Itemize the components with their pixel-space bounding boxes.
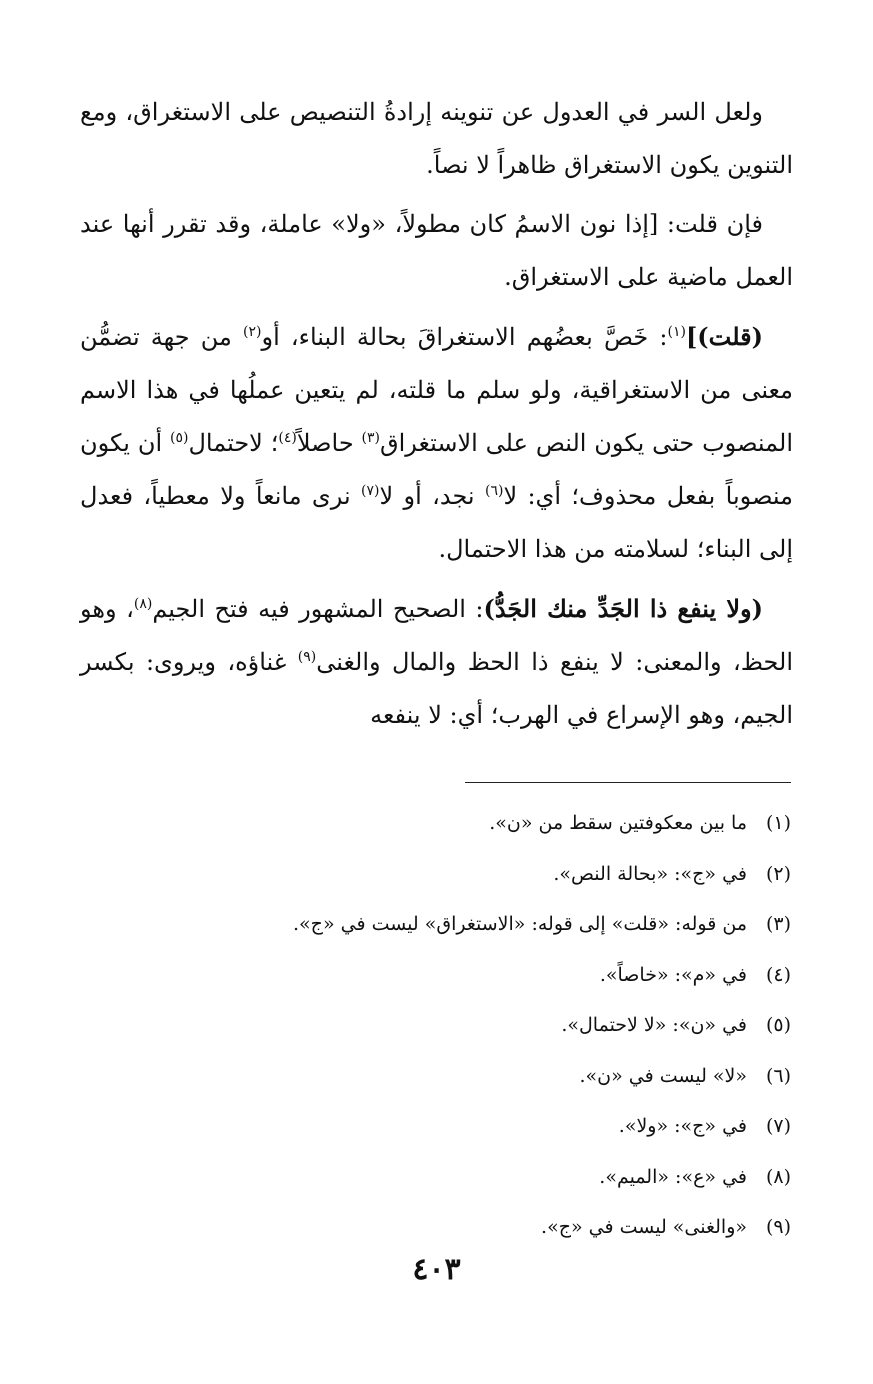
paragraph-1 <box>80 86 793 192</box>
main-text <box>80 86 793 748</box>
footnote-number: (٢) <box>765 862 791 885</box>
footnote-ref-6: (٦) <box>484 483 504 499</box>
paragraph-4-text-a: : الصحيح المشهور فيه فتح الجيم <box>152 595 484 623</box>
footnote-number: (٣) <box>765 913 791 935</box>
footnote-number: (٧) <box>765 1115 791 1137</box>
footnote-text: في «ن»: «لا لاحتمال». <box>561 1014 747 1036</box>
footnote-ref-8: (٨) <box>133 596 153 612</box>
paragraph-4-text-c: غناؤه، ويروى: بكسر الجيم، وهو الإسراع في الهرب؛ أي: لا ينفعه <box>80 648 793 729</box>
footnote-ref-4: (٤) <box>278 430 297 446</box>
paragraph-3-lead: (قلت)] <box>685 322 763 351</box>
paragraph-2 <box>80 198 793 304</box>
footnote-ref-3: (٣) <box>361 430 380 446</box>
paragraph-4 <box>80 582 793 742</box>
footnote-5 <box>80 1000 791 1051</box>
paragraph-1-text: ولعل السر في العدول عن تنوينه إرادةُ التنصيص على الاستغراق، ومع التنوين يكون الاستغراق ظاهراً لا نصاً. <box>80 98 793 179</box>
paragraph-3-text-f: نجد، أو لا <box>379 482 485 510</box>
footnote-ref-1: (١) <box>667 324 686 340</box>
footnote-text: ما بين معكوفتين سقط من «ن». <box>489 812 747 834</box>
footnote-ref-7: (٧) <box>360 483 380 499</box>
footnote-number: (١) <box>765 812 791 834</box>
footnote-divider <box>465 782 791 783</box>
paragraph-3-text-a: : خَصَّ بعضُهم الاستغراقَ بحالة البناء، أو <box>261 323 668 351</box>
footnote-text: في «ج»: «ولا». <box>618 1115 747 1137</box>
paragraph-4-lead: (ولا ينفع ذا الجَدِّ منك الجَدُّ) <box>483 594 763 623</box>
footnote-2 <box>80 849 791 900</box>
paragraph-3-text-c: حاصلاً <box>296 429 362 457</box>
footnote-number: (٩) <box>765 1216 791 1238</box>
paragraph-3-text-g: نرى مانعاً ولا معطياً، فعدل إلى البناء؛ لسلامته من هذا الاحتمال. <box>80 482 793 563</box>
paragraph-3-text-e: أن يكون منصوباً بفعل محذوف؛ أي: لا <box>80 429 793 510</box>
footnotes-list <box>80 798 791 1253</box>
footnote-number: (٤) <box>765 963 791 986</box>
paragraph-3-text-d: ؛ لاحتمال <box>188 429 279 457</box>
footnote-text: من قوله: «قلت» إلى قوله: «الاستغراق» ليست في «ج». <box>293 913 747 935</box>
footnote-8 <box>80 1152 791 1203</box>
footnote-3 <box>80 899 791 950</box>
footnote-ref-9: (٩) <box>297 649 317 665</box>
paragraph-3-text-b: من جهة تضمُّن معنى من الاستغراقية، ولو سلم ما قلته، لم يتعين عملُها في هذا الاسم المنصوب حتى يكون النص على الاستغراق <box>80 323 793 457</box>
footnote-text: «لا» ليست في «ن». <box>579 1064 747 1087</box>
footnote-ref-2: (٢) <box>243 324 262 340</box>
page-number: ٤٠٣ <box>412 1252 461 1287</box>
footnote-number: (٦) <box>765 1064 791 1087</box>
footnote-7 <box>80 1101 791 1152</box>
footnote-text: في «ج»: «بحالة النص». <box>553 862 747 885</box>
footnote-6 <box>80 1051 791 1102</box>
paragraph-4-text-b: ، وهو الحظ، والمعنى: لا ينفع ذا الحظ والمال والغنى <box>80 595 793 676</box>
footnote-text: «والغنى» ليست في «ج». <box>541 1216 747 1238</box>
footnote-text: في «ع»: «الميم». <box>599 1165 747 1188</box>
paragraph-3 <box>80 310 793 576</box>
footnote-ref-5: (٥) <box>169 430 189 446</box>
footnote-number: (٥) <box>765 1014 791 1036</box>
footnote-1 <box>80 798 791 849</box>
paragraph-2-text: فإن قلت: [إذا نون الاسمُ كان مطولاً، «ولا» عاملة، وقد تقرر أنها عند العمل ماضية على الاستغراق. <box>80 210 793 291</box>
footnote-4 <box>80 950 791 1001</box>
footnote-number: (٨) <box>765 1165 791 1188</box>
footnote-text: في «م»: «خاصاً». <box>599 963 747 986</box>
footnote-9 <box>80 1202 791 1253</box>
